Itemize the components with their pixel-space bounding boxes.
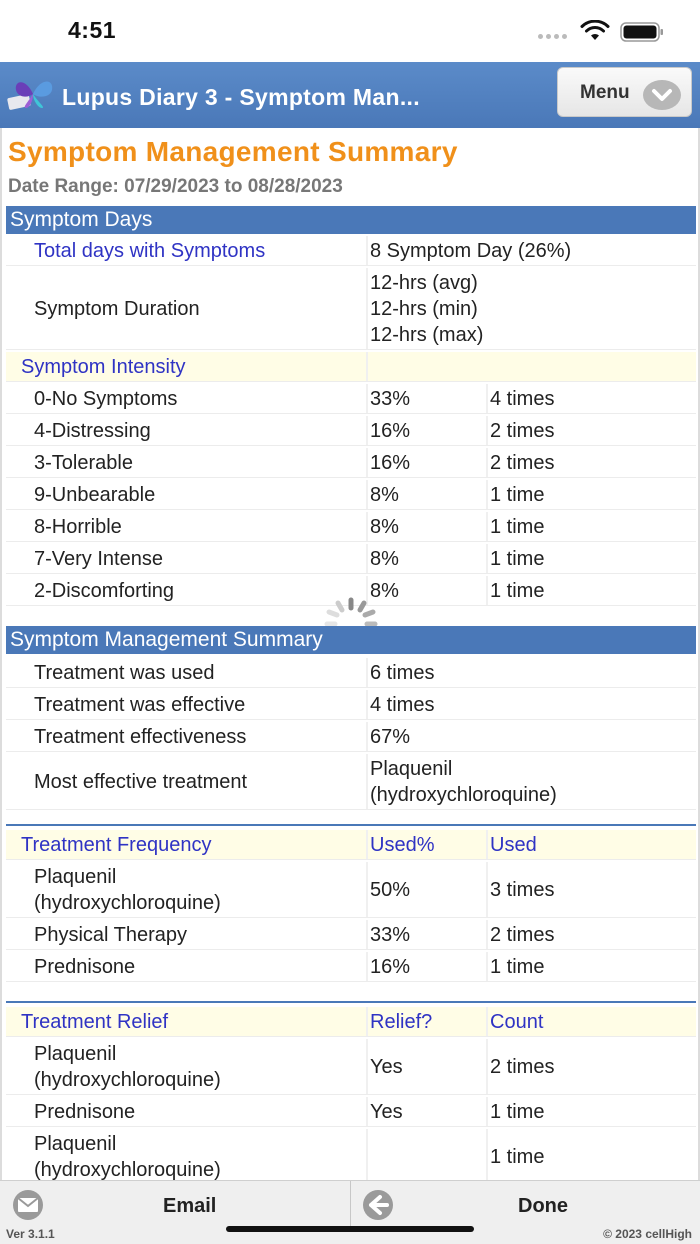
signal-icon [538,34,567,39]
table-row [6,384,696,414]
page-title: Symptom Management Summary [8,136,458,167]
most-effective-line2: (hydroxychloroquine) [370,783,557,806]
done-button[interactable] [351,1181,700,1229]
menu-button[interactable] [557,67,692,117]
wifi-icon [580,20,610,42]
table-row [6,658,696,688]
frequency-header-row [6,830,696,860]
relief-count: 1 time [486,1097,696,1126]
table-row [6,1039,696,1095]
date-range: Date Range: 07/29/2023 to 08/28/2023 [8,176,343,197]
intensity-count: 1 time [486,544,696,573]
frequency-treatment [34,862,364,917]
frequency-treatment-line1: Prednisone [34,955,136,978]
summary-content[interactable] [0,128,700,1180]
frequency-pct: 16% [366,952,484,981]
chevron-down-icon [643,80,681,110]
table-row [6,722,696,752]
duration-max: 12-hrs (max) [370,323,484,346]
table-row [6,1129,696,1180]
intensity-label: 0-No Symptoms [34,387,178,410]
frequency-count: 2 times [486,920,696,949]
intensity-pct: 8% [366,576,484,605]
management-label: Treatment was effective [34,693,246,716]
most-effective-value [366,754,696,809]
total-days-label: Total days with Symptoms [34,239,266,262]
frequency-header-name: Treatment Frequency [21,833,212,856]
frequency-pct: 33% [366,920,484,949]
frequency-treatment-line1: Plaquenil [34,865,117,888]
relief-treatment [34,1039,364,1094]
relief-value: Yes [366,1097,484,1126]
management-label: Treatment effectiveness [34,725,247,748]
menu-label: Menu [580,82,630,103]
frequency-pct: 50% [366,862,484,917]
relief-value [366,1129,484,1180]
management-value: 6 times [366,658,696,687]
frequency-count: 1 time [486,952,696,981]
relief-header-name: Treatment Relief [21,1010,169,1033]
duration-min: 12-hrs (min) [370,297,478,320]
table-row [6,544,696,574]
frequency-header-used: Used [486,830,696,859]
bottom-toolbar [0,1180,700,1244]
intensity-label: 7-Very Intense [34,547,163,570]
table-row [6,690,696,720]
frequency-header-pct: Used% [366,830,484,859]
intensity-count: 4 times [486,384,696,413]
divider [6,824,696,826]
relief-treatment-line2: (hydroxychloroquine) [34,1158,221,1180]
relief-treatment [34,1129,364,1180]
app-title: Lupus Diary 3 - Symptom Man... [62,84,420,110]
relief-treatment-line1: Plaquenil [34,1132,117,1155]
relief-count: 1 time [486,1129,696,1180]
relief-treatment-line1: Prednisone [34,1100,136,1123]
most-effective-line1: Plaquenil [370,757,453,780]
intensity-count: 1 time [486,576,696,605]
relief-treatment [34,1097,364,1126]
intensity-pct: 16% [366,448,484,477]
relief-count: 2 times [486,1039,696,1094]
intensity-pct: 33% [366,384,484,413]
intensity-label: 3-Tolerable [34,451,133,474]
table-row [6,952,696,982]
relief-value: Yes [366,1039,484,1094]
table-row [6,480,696,510]
relief-header-relief: Relief? [366,1007,484,1036]
butterfly-logo-icon [6,76,60,112]
frequency-treatment-line2: (hydroxychloroquine) [34,891,221,914]
relief-header-count: Count [486,1007,696,1036]
frequency-count: 3 times [486,862,696,917]
relief-treatment-line1: Plaquenil [34,1042,117,1065]
duration-values [366,268,696,349]
relief-header-row [6,1007,696,1037]
intensity-label: 2-Discomforting [34,579,175,602]
management-value: 67% [366,722,696,751]
table-row [6,416,696,446]
loading-spinner-icon [320,594,382,628]
total-days-value: 8 Symptom Day (26%) [366,236,696,265]
intensity-count: 1 time [486,512,696,541]
table-row [6,862,696,918]
frequency-treatment [34,920,364,949]
table-row [6,754,696,810]
intensity-count: 1 time [486,480,696,509]
frequency-treatment [34,952,364,981]
intensity-count: 2 times [486,416,696,445]
table-row [6,236,696,266]
intensity-label: 4-Distressing [34,419,151,442]
intensity-label: 9-Unbearable [34,483,156,506]
intensity-header-empty [366,352,696,381]
version-text: Ver 3.1.1 [6,1227,55,1241]
table-row [6,268,696,350]
divider [6,1001,696,1003]
status-bar [0,0,700,62]
home-indicator [226,1226,474,1232]
table-row [6,512,696,542]
intensity-pct: 16% [366,416,484,445]
status-time: 4:51 [68,17,117,43]
app-header [0,62,700,128]
intensity-pct: 8% [366,544,484,573]
table-row [6,920,696,950]
done-label: Done [518,1195,568,1217]
section-management-summary: Symptom Management Summary [6,626,696,654]
section-symptom-days: Symptom Days [6,206,696,234]
frequency-treatment-line1: Physical Therapy [34,923,188,946]
intensity-label: 8-Horrible [34,515,122,538]
email-label: Email [163,1195,217,1217]
copyright-text: © 2023 cellHigh [603,1227,692,1241]
table-row [6,448,696,478]
most-effective-label: Most effective treatment [34,770,248,793]
intensity-header: Symptom Intensity [21,355,186,378]
relief-treatment-line2: (hydroxychloroquine) [34,1068,221,1091]
intensity-header-row [6,352,696,382]
duration-avg: 12-hrs (avg) [370,271,478,294]
intensity-pct: 8% [366,480,484,509]
intensity-pct: 8% [366,512,484,541]
email-icon [10,1189,46,1221]
management-label: Treatment was used [34,661,215,684]
management-value: 4 times [366,690,696,719]
back-arrow-icon [360,1189,396,1221]
table-row [6,1097,696,1127]
battery-icon [620,22,664,42]
duration-label: Symptom Duration [34,297,200,320]
intensity-count: 2 times [486,448,696,477]
email-button[interactable] [0,1181,350,1229]
